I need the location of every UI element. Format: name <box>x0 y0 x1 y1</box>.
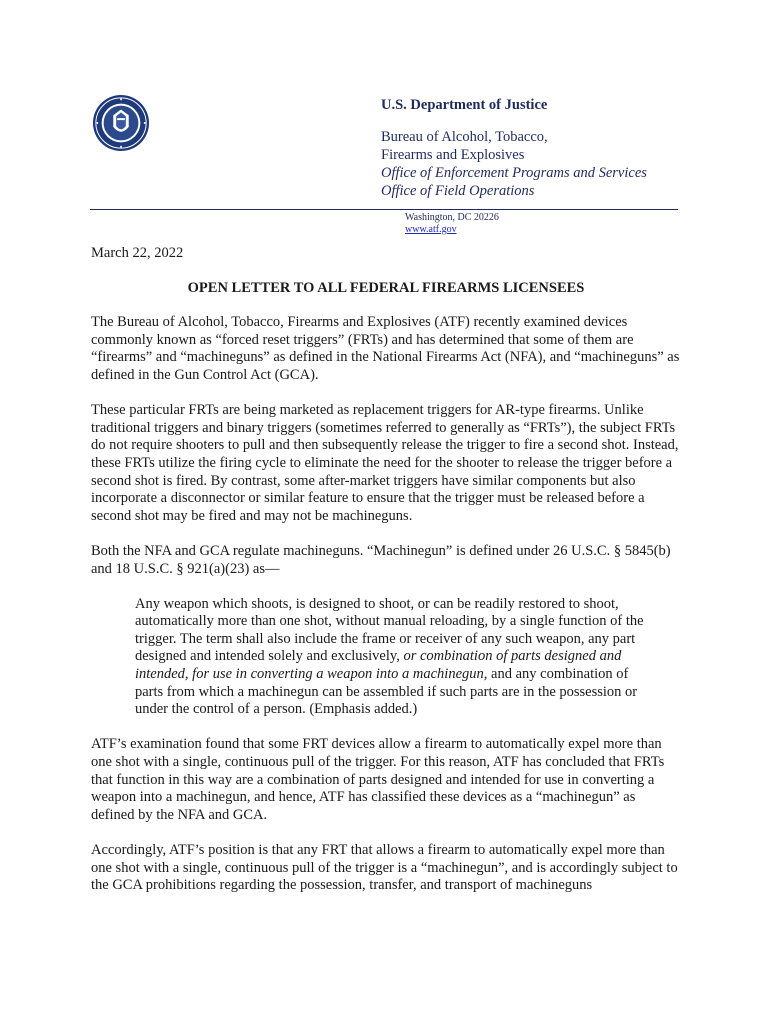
paragraph: The Bureau of Alcohol, Tobacco, Firearms and Explosives (ATF) recently examined devices commonly known as “forced reset triggers” (FRTs) and has determined that some of them are “firearms” and “machineguns” as defined in the National Firearms Act (NFA), and “machineguns” as defined in the Gun Control Act (GCA). <box>91 314 680 383</box>
quote-text: and any combination of parts from which a machinegun can be assembled if such parts are in the possession or under the control of a person. (Emphasis added.) <box>135 666 638 718</box>
paragraph: These particular FRTs are being marketed as replacement triggers for AR-type firearms. Unlike traditional triggers and binary triggers (sometimes referred to generally as “FRTs”), the subject FRTs do not require shooters to pull and then subsequently release the trigger to fire a second shot. Instead, these FRTs utilize the firing cycle to eliminate the need for the shooter to release the trigger before a second shot is fired. By contrast, some after-market triggers have similar components but also incorporate a disconnector or similar feature to ensure that the trigger must be released before a second shot may be fired and may not be machineguns. <box>91 402 679 524</box>
letter-date: March 22, 2022 <box>91 245 184 261</box>
letterhead-divider <box>90 209 678 210</box>
letter-body <box>91 245 681 912</box>
bureau-line-2: Firearms and Explosives <box>381 147 525 163</box>
office-enforcement: Office of Enforcement Programs and Services <box>381 165 647 181</box>
bureau-line-1: Bureau of Alcohol, Tobacco, <box>381 129 548 145</box>
office-field-operations: Office of Field Operations <box>381 183 535 199</box>
paragraph: Both the NFA and GCA regulate machineguns. “Machinegun” is defined under 26 U.S.C. § 5845(b) and 18 U.S.C. § 921(a)(23) as— <box>91 542 671 577</box>
block-quote <box>135 596 660 719</box>
quote-text: Any weapon which shoots, is designed to shoot, or can be readily restored to shoot, automatically more than one shot, without manual reloading, by a single function of the trigger. The term shall also include the frame or receiver of any such weapon, any part designed and intended solely and exclusively, <box>135 595 644 665</box>
letter-title: OPEN LETTER TO ALL FEDERAL FIREARMS LICENSEES <box>187 279 585 296</box>
address-line: Washington, DC 20226 <box>405 212 499 223</box>
department-name: U.S. Department of Justice <box>381 97 548 113</box>
letterhead <box>381 96 647 200</box>
quote-emphasis: or combination of parts designed and intended, for use in converting a weapon into a machinegun, <box>135 648 622 683</box>
paragraph: Accordingly, ATF’s position is that any FRT that allows a firearm to automatically expel more than one shot with a single, continuous pull of the trigger is a “machinegun”, and is accordingly subject to the GCA prohibitions regarding the possession, transfer, and transport of machineguns <box>91 842 678 894</box>
website-link[interactable]: www.atf.gov <box>405 224 457 235</box>
paragraph: ATF’s examination found that some FRT devices allow a firearm to automatically expel more than one shot with a single, continuous pull of the trigger. For this reason, ATF has concluded that FRTs that function in this way are a combination of parts designed and intended for use in converting a weapon into a machinegun, and hence, ATF has classified these devices as a “machinegun” as defined by the NFA and GCA. <box>91 736 665 823</box>
doj-seal-logo <box>92 94 150 152</box>
address-block <box>405 212 499 236</box>
